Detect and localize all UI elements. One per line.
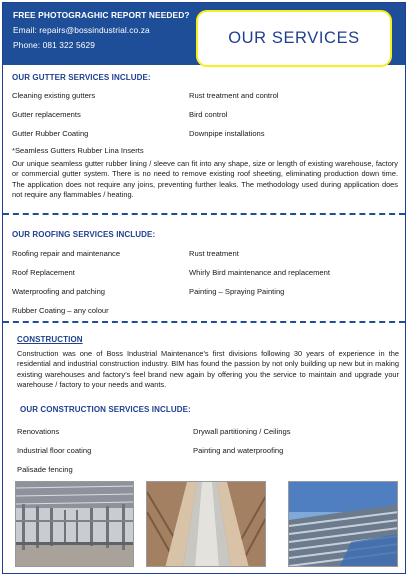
drywall-framing-photo bbox=[15, 481, 134, 567]
services-flyer bbox=[2, 2, 406, 574]
services-title-box bbox=[196, 10, 392, 67]
construction-paragraph: Construction was one of Boss Industrial Maintenance’s first divisions following 30 years of experience in the residential and industrial construction industry. BIM has found the passion by not only building up new but in making existing warehouses and factory’s feel brand new again by offering you the service to maintain and upgrade your warehouse / factory to your needs and wants. bbox=[17, 349, 399, 389]
roofing-item-right-2: Whirly Bird maintenance and replacement bbox=[189, 268, 330, 277]
gutter-note: *Seamless Gutters Rubber Lina Inserts bbox=[12, 146, 144, 155]
gutter-item-left-3: Gutter Rubber Coating bbox=[12, 129, 89, 138]
construction-item-right-2: Painting and waterproofing bbox=[193, 446, 284, 455]
gutter-item-right-3: Downpipe installations bbox=[189, 129, 265, 138]
construction-item-left-1: Renovations bbox=[17, 427, 60, 436]
report-offer-text: FREE PHOTOGRAGHIC REPORT NEEDED? bbox=[13, 10, 190, 20]
roofing-heading: OUR ROOFING SERVICES INCLUDE: bbox=[12, 230, 156, 239]
roofing-item-left-2: Roof Replacement bbox=[12, 268, 75, 277]
page-title: OUR SERVICES bbox=[228, 29, 360, 47]
gutter-item-right-1: Rust treatment and control bbox=[189, 91, 279, 100]
roofing-item-left-4: Rubber Coating – any colour bbox=[12, 306, 109, 315]
gutter-item-right-2: Bird control bbox=[189, 110, 228, 119]
construction-item-right-1: Drywall partitioning / Ceilings bbox=[193, 427, 291, 436]
roofing-item-left-1: Roofing repair and maintenance bbox=[12, 249, 121, 258]
section-divider bbox=[3, 213, 405, 215]
gutter-heading: OUR GUTTER SERVICES INCLUDE: bbox=[12, 73, 151, 82]
gutter-item-left-2: Gutter replacements bbox=[12, 110, 81, 119]
roofing-photo bbox=[288, 481, 398, 567]
construction-item-left-2: Industrial floor coating bbox=[17, 446, 92, 455]
roofing-item-right-3: Painting – Spraying Painting bbox=[189, 287, 285, 296]
roofing-item-right-1: Rust treatment bbox=[189, 249, 239, 258]
construction-item-left-3: Palisade fencing bbox=[17, 465, 73, 474]
construction-heading: CONSTRUCTION bbox=[17, 335, 83, 344]
phone-contact[interactable]: Phone: 081 322 5629 bbox=[13, 40, 96, 50]
gutter-item-left-1: Cleaning existing gutters bbox=[12, 91, 96, 100]
roofing-item-left-3: Waterproofing and patching bbox=[12, 287, 106, 296]
gutter-paragraph: Our unique seamless gutter rubber lining / sleeve can fit into any shape, size or length of existing warehouse, factory or commercial gutter system. There is no need to remove existing roof sheeting, eliminating production down time. The application does not require any joins, preventing further leaks. The methodology used during application does not require any flammables / heating. bbox=[12, 159, 398, 199]
section-divider bbox=[3, 321, 405, 323]
gutter-lining-photo bbox=[146, 481, 266, 567]
email-contact[interactable]: Email: repairs@bossindustrial.co.za bbox=[13, 25, 150, 35]
construction-services-heading: OUR CONSTRUCTION SERVICES INCLUDE: bbox=[20, 405, 191, 414]
